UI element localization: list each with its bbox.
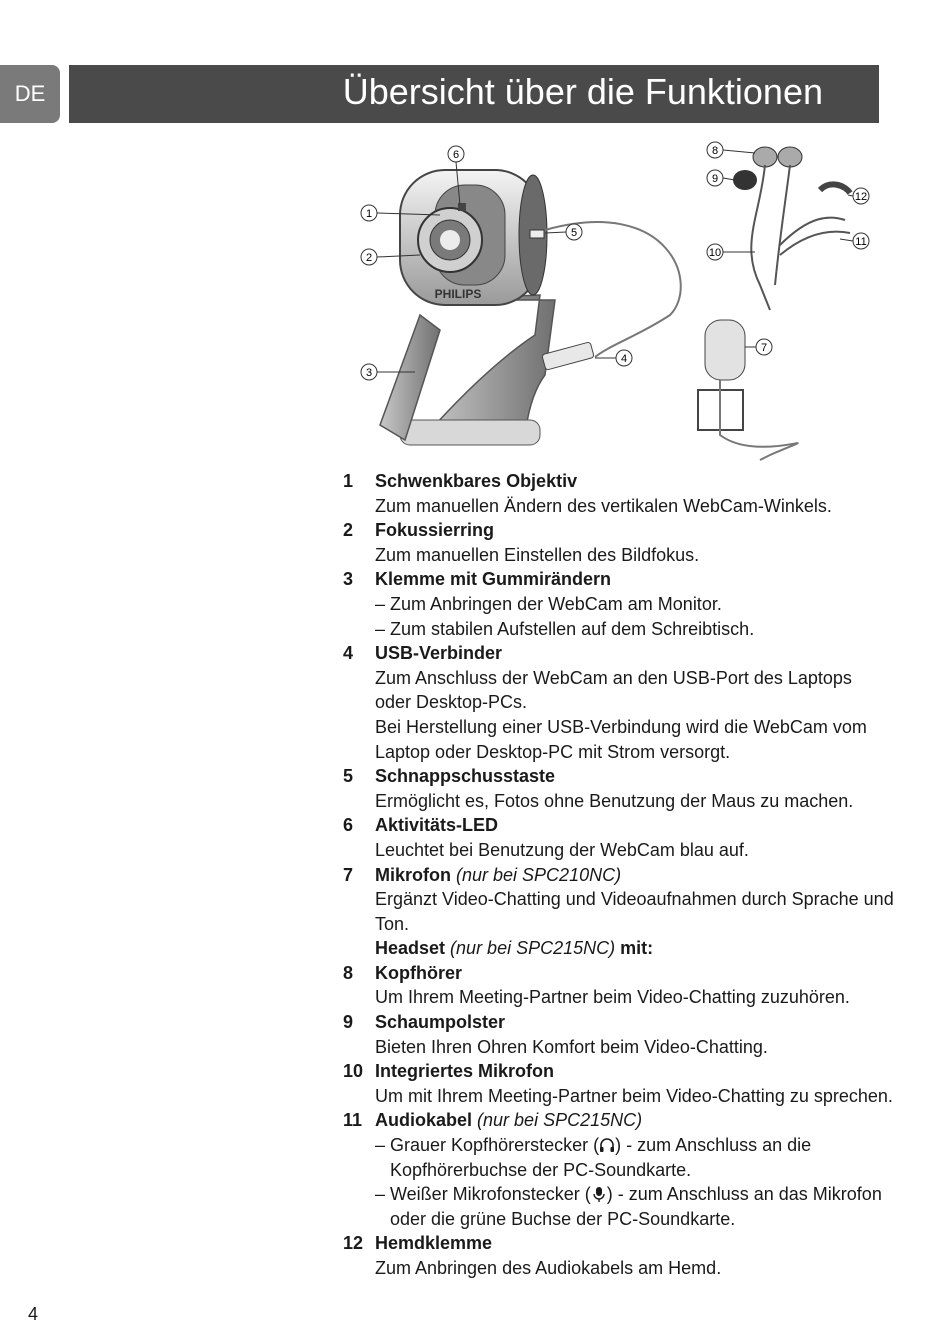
microphone-icon — [591, 1186, 607, 1202]
callout-7 — [745, 339, 772, 355]
webcam-body — [400, 170, 547, 305]
svg-text:2: 2 — [365, 252, 373, 264]
svg-text:6: 6 — [452, 149, 460, 161]
usb-connector — [542, 342, 594, 370]
headset-heading: Headset (nur bei SPC215NC) mit: — [375, 938, 654, 959]
list-item: 6 Aktivitäts-LED Leuchtet bei Benutzung der WebCam blau auf. — [343, 815, 749, 860]
product-illustration — [340, 135, 880, 470]
headset-accessory — [733, 147, 850, 310]
svg-text:5: 5 — [570, 227, 578, 239]
feature-list — [343, 469, 903, 1281]
page-title: Übersicht über die Funktionen — [342, 71, 823, 112]
callout-11 — [840, 233, 869, 249]
list-item: 12 Hemdklemme Zum Anbringen des Audiokabels am Hemd. — [343, 1233, 722, 1278]
headphones-icon — [599, 1137, 615, 1153]
callout-10 — [707, 244, 755, 260]
svg-text:3: 3 — [365, 367, 373, 379]
usb-cable — [545, 222, 681, 357]
svg-text:10: 10 — [708, 247, 722, 259]
callout-9 — [707, 170, 735, 186]
list-item: 8 Kopfhörer Um Ihrem Meeting-Partner beim Video-Chatting zuzuhören. — [343, 962, 850, 1008]
list-item: 1 Schwenkbares Objektiv Zum manuellen Ändern des vertikalen WebCam-Winkels. — [343, 471, 832, 516]
svg-text:1: 1 — [365, 208, 373, 220]
list-item: 4 USB-Verbinder Zum Anschluss der WebCam an den USB-Port des Laptops oder Desktop-PCs. Bei Herstellung einer USB-Verbindung wird die WebCam vom Laptop oder Desktop-PC mit Strom versorgt. — [343, 643, 867, 762]
svg-text:7: 7 — [760, 342, 768, 354]
svg-text:9: 9 — [711, 173, 719, 185]
list-item: 11 Audiokabel (nur bei SPC215NC) – Grauer Kopfhörerstecker ( ) - zum Anschluss an die Kopfhörerbuchse der PC-Soundkarte. – Weißer Mikrofonstecker ( ) - zum Anschluss an das Mikrofon oder die grüne Buchse der PC-Soundkarte. — [343, 1110, 882, 1229]
svg-text:8: 8 — [711, 145, 719, 157]
page-number: 4 — [28, 1304, 39, 1324]
microphone-accessory — [698, 320, 798, 460]
svg-text:11: 11 — [855, 236, 867, 248]
header-bar — [69, 65, 879, 123]
list-item: 9 Schaumpolster Bieten Ihren Ohren Komfort beim Video-Chatting. — [343, 1012, 768, 1057]
brand-label: PHILIPS — [434, 287, 482, 301]
list-item: 3 Klemme mit Gummirändern – Zum Anbringen der WebCam am Monitor. – Zum stabilen Aufstellen auf dem Schreibtisch. — [343, 569, 755, 639]
list-item: 7 Mikrofon (nur bei SPC210NC) Ergänzt Video-Chatting und Videoaufnahmen durch Sprache und Ton. Headset (nur bei SPC215NC) mit: — [343, 863, 903, 961]
svg-text:4: 4 — [620, 353, 628, 365]
webcam-stand — [380, 295, 555, 445]
language-tab: DE — [0, 65, 60, 123]
callout-8 — [707, 142, 755, 158]
list-item: 10 Integriertes Mikrofon Um mit Ihrem Meeting-Partner beim Video-Chatting zu sprechen. — [343, 1061, 893, 1106]
svg-text:12: 12 — [854, 191, 868, 203]
list-item: 5 Schnappschusstaste Ermöglicht es, Fotos ohne Benutzung der Maus zu machen. — [343, 766, 854, 811]
list-item: 2 Fokussierring Zum manuellen Einstellen des Bildfokus. — [343, 520, 700, 565]
